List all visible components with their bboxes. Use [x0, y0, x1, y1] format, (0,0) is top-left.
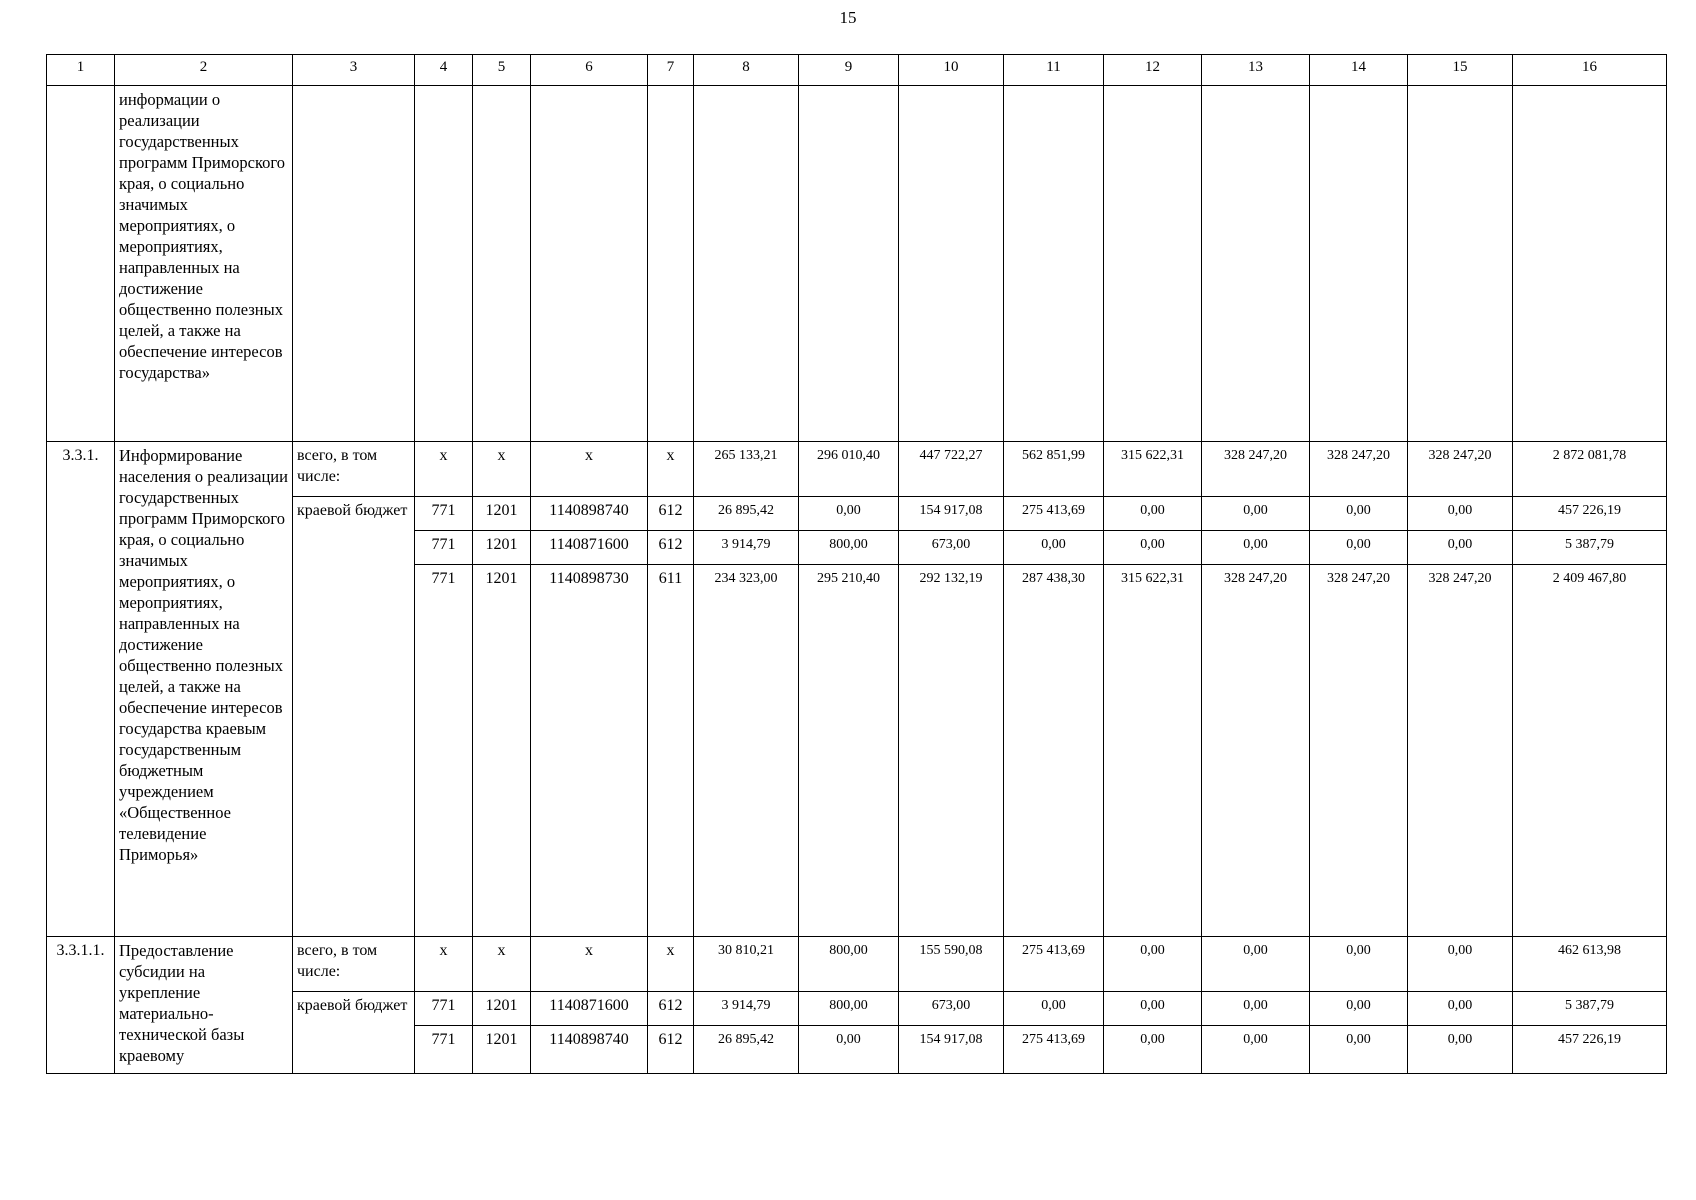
- table-cell: 771: [415, 992, 473, 1026]
- table-cell: 0,00: [1004, 992, 1104, 1026]
- col-header: 9: [799, 55, 899, 86]
- table-cell: 673,00: [899, 992, 1004, 1026]
- table-cell: х: [531, 442, 648, 497]
- continuation-row: [47, 86, 1667, 442]
- table-cell: х: [415, 442, 473, 497]
- table-cell: 612: [648, 1026, 694, 1074]
- table-cell: 611: [648, 565, 694, 937]
- col-header: 1: [47, 55, 115, 86]
- column-header-row: [47, 55, 1667, 86]
- table-cell: 1140871600: [531, 992, 648, 1026]
- table-cell: 315 622,31: [1104, 565, 1202, 937]
- table-cell: 457 226,19: [1513, 497, 1667, 531]
- table-cell: 0,00: [1310, 937, 1408, 992]
- budget-table: [46, 54, 1667, 1074]
- table-cell: 315 622,31: [1104, 442, 1202, 497]
- table-cell: 1140871600: [531, 531, 648, 565]
- table-cell: 800,00: [799, 992, 899, 1026]
- table-cell: 328 247,20: [1310, 442, 1408, 497]
- table-cell: 26 895,42: [694, 497, 799, 531]
- table-cell: 275 413,69: [1004, 1026, 1104, 1074]
- table-cell: [531, 86, 648, 442]
- table-cell: х: [531, 937, 648, 992]
- table-cell: 0,00: [799, 497, 899, 531]
- table-cell: 265 133,21: [694, 442, 799, 497]
- row-name: Предоставление субсидии на укрепление материально-технической базы краевому: [115, 937, 293, 1074]
- table-cell: [1104, 86, 1202, 442]
- table-cell: 1201: [473, 531, 531, 565]
- table-cell: 3 914,79: [694, 531, 799, 565]
- table-cell: 154 917,08: [899, 497, 1004, 531]
- table-cell: 328 247,20: [1408, 565, 1513, 937]
- continuation-name: информации о реализации государственных программ Приморского края, о социально значимых мероприятиях, о мероприятиях, направленных на достижение общественно полезных целей, а также на обеспечение интересов государства»: [115, 86, 293, 442]
- table-cell: 30 810,21: [694, 937, 799, 992]
- col-header: 13: [1202, 55, 1310, 86]
- page-number: 15: [839, 8, 857, 27]
- table-cell: 26 895,42: [694, 1026, 799, 1074]
- row-number: 3.3.1.: [47, 442, 115, 937]
- col-header: 2: [115, 55, 293, 86]
- col-header: 5: [473, 55, 531, 86]
- table-cell: 328 247,20: [1408, 442, 1513, 497]
- table-cell: 328 247,20: [1202, 565, 1310, 937]
- source-budget: краевой бюджет: [293, 992, 415, 1074]
- table-row: [47, 937, 1667, 992]
- table-cell: 0,00: [1202, 1026, 1310, 1074]
- source-total: всего, в том числе:: [293, 442, 415, 497]
- table-cell: 3 914,79: [694, 992, 799, 1026]
- col-header: 7: [648, 55, 694, 86]
- table-cell: х: [648, 442, 694, 497]
- table-cell: 0,00: [1310, 531, 1408, 565]
- table-cell: 800,00: [799, 937, 899, 992]
- table-cell: 5 387,79: [1513, 992, 1667, 1026]
- col-header: 8: [694, 55, 799, 86]
- table-cell: 1140898740: [531, 497, 648, 531]
- table-cell: 155 590,08: [899, 937, 1004, 992]
- table-cell: 1201: [473, 1026, 531, 1074]
- table-cell: 771: [415, 531, 473, 565]
- table-cell: 1201: [473, 565, 531, 937]
- table-cell: 328 247,20: [1310, 565, 1408, 937]
- table-cell: 0,00: [799, 1026, 899, 1074]
- col-header: 3: [293, 55, 415, 86]
- table-cell: 275 413,69: [1004, 497, 1104, 531]
- col-header: 6: [531, 55, 648, 86]
- table-row: [47, 442, 1667, 497]
- table-cell: 673,00: [899, 531, 1004, 565]
- table-cell: 1140898740: [531, 1026, 648, 1074]
- table-cell: [1310, 86, 1408, 442]
- table-cell: [1513, 86, 1667, 442]
- table-cell: 275 413,69: [1004, 937, 1104, 992]
- table-cell: 800,00: [799, 531, 899, 565]
- table-cell: 0,00: [1104, 531, 1202, 565]
- table-cell: 0,00: [1310, 992, 1408, 1026]
- table-cell: 0,00: [1104, 937, 1202, 992]
- table-cell: 771: [415, 565, 473, 937]
- table-cell: 2 409 467,80: [1513, 565, 1667, 937]
- table-cell: 0,00: [1310, 497, 1408, 531]
- table-cell: 0,00: [1408, 992, 1513, 1026]
- table-cell: 0,00: [1004, 531, 1104, 565]
- table-cell: [47, 86, 115, 442]
- table-cell: [1202, 86, 1310, 442]
- table-cell: 0,00: [1202, 531, 1310, 565]
- table-cell: [1408, 86, 1513, 442]
- table-cell: 0,00: [1408, 1026, 1513, 1074]
- table-cell: 0,00: [1408, 937, 1513, 992]
- col-header: 11: [1004, 55, 1104, 86]
- table-cell: 328 247,20: [1202, 442, 1310, 497]
- table-cell: 562 851,99: [1004, 442, 1104, 497]
- table-cell: [293, 86, 415, 442]
- table-cell: 154 917,08: [899, 1026, 1004, 1074]
- table-cell: 0,00: [1310, 1026, 1408, 1074]
- table-cell: [415, 86, 473, 442]
- table-cell: 771: [415, 1026, 473, 1074]
- col-header: 10: [899, 55, 1004, 86]
- table-cell: 0,00: [1202, 937, 1310, 992]
- table-cell: [648, 86, 694, 442]
- table-cell: 0,00: [1202, 497, 1310, 531]
- table-cell: х: [473, 937, 531, 992]
- table-cell: х: [415, 937, 473, 992]
- table-cell: 292 132,19: [899, 565, 1004, 937]
- table-cell: 447 722,27: [899, 442, 1004, 497]
- table-cell: [473, 86, 531, 442]
- table-cell: 2 872 081,78: [1513, 442, 1667, 497]
- table-cell: 234 323,00: [694, 565, 799, 937]
- table-cell: 612: [648, 497, 694, 531]
- row-number: 3.3.1.1.: [47, 937, 115, 1074]
- table-cell: 1201: [473, 992, 531, 1026]
- col-header: 15: [1408, 55, 1513, 86]
- table-cell: 457 226,19: [1513, 1026, 1667, 1074]
- table-cell: 0,00: [1408, 497, 1513, 531]
- table-cell: [899, 86, 1004, 442]
- table-cell: х: [473, 442, 531, 497]
- col-header: 12: [1104, 55, 1202, 86]
- table-cell: 0,00: [1104, 992, 1202, 1026]
- source-total: всего, в том числе:: [293, 937, 415, 992]
- col-header: 16: [1513, 55, 1667, 86]
- table-cell: 0,00: [1104, 1026, 1202, 1074]
- table-cell: 0,00: [1408, 531, 1513, 565]
- table-cell: 462 613,98: [1513, 937, 1667, 992]
- col-header: 4: [415, 55, 473, 86]
- table-cell: 5 387,79: [1513, 531, 1667, 565]
- row-name: Информирование населения о реализации государственных программ Приморского края, о социально значимых мероприятиях, о мероприятиях, направленных на достижение общественно полезных целей, а также на обеспечение интересов государства краевым государственным бюджетным учреждением «Общественное телевидение Приморья»: [115, 442, 293, 937]
- table-cell: [1004, 86, 1104, 442]
- table-cell: 1201: [473, 497, 531, 531]
- table-cell: 771: [415, 497, 473, 531]
- table-cell: 295 210,40: [799, 565, 899, 937]
- table-cell: х: [648, 937, 694, 992]
- table-cell: 0,00: [1202, 992, 1310, 1026]
- table-cell: 296 010,40: [799, 442, 899, 497]
- table-cell: 612: [648, 992, 694, 1026]
- table-cell: 287 438,30: [1004, 565, 1104, 937]
- table-cell: 0,00: [1104, 497, 1202, 531]
- table-cell: 612: [648, 531, 694, 565]
- table-cell: 1140898730: [531, 565, 648, 937]
- table-cell: [694, 86, 799, 442]
- source-budget: краевой бюджет: [293, 497, 415, 937]
- col-header: 14: [1310, 55, 1408, 86]
- table-cell: [799, 86, 899, 442]
